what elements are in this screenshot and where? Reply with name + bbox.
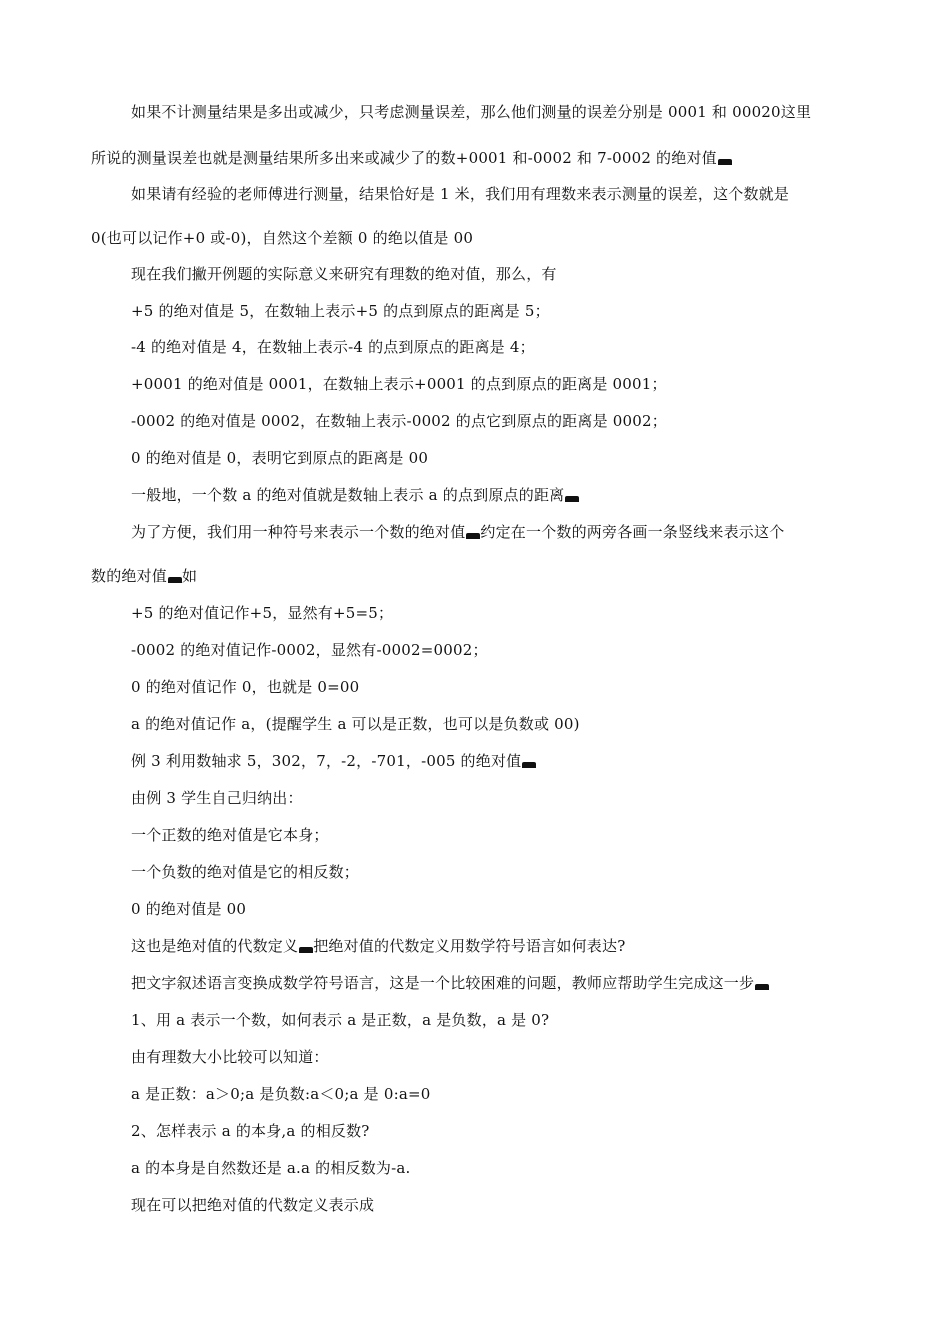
punctuation-mark-icon [565,496,579,502]
paragraph-line [131,825,329,845]
paragraph-line [131,603,393,623]
paragraph-line [91,228,473,248]
line-text: -4 的绝对值是 4，在数轴上表示-4 的点到原点的距离是 4； [131,338,535,356]
punctuation-mark-icon [522,762,536,768]
paragraph-line [131,640,488,660]
paragraph-line [131,677,359,697]
punctuation-mark-icon [755,984,769,990]
line-text: 如 [182,567,198,585]
line-text: 1、用 a 表示一个数，如何表示 a 是正数，a 是负数，a 是 0? [131,1011,550,1029]
paragraph-line [131,1158,410,1178]
paragraph-line [91,566,197,586]
paragraph-line [131,1121,370,1141]
paragraph-line [131,899,246,919]
line-text: 数的绝对值 [91,567,168,585]
line-text: 所说的测量误差也就是测量结果所多出来或减少了的数+0001 和-0002 和 7-0002 的绝对值 [91,149,717,167]
paragraph-line [131,374,667,394]
line-text: a 的本身是自然数还是 a.a 的相反数为-a. [131,1159,411,1177]
paragraph-line [131,1195,374,1215]
line-text: +5 的绝对值是 5，在数轴上表示+5 的点到原点的距离是 5； [131,302,550,320]
line-text: 由有理数大小比较可以知道： [131,1048,329,1066]
line-text: 0(也可以记作+0 或-0)，自然这个差额 0 的绝以值是 00 [91,229,474,247]
line-text: a 是正数：a＞0;a 是负数:a＜0;a 是 0:a=0 [131,1085,431,1103]
line-text: 把文字叙述语言变换成数学符号语言，这是一个比较困难的问题，教师应帮助学生完成这一步 [131,974,755,992]
paragraph-line [131,102,811,122]
paragraph-line [131,522,784,542]
line-text: -0002 的绝对值是 0002，在数轴上表示-0002 的点它到原点的距离是 0002； [131,412,667,430]
line-text: 一个负数的绝对值是它的相反数； [131,863,360,881]
line-text: +0001 的绝对值是 0001，在数轴上表示+0001 的点到原点的距离是 0001； [131,375,667,393]
line-text: 现在我们撇开例题的实际意义来研究有理数的绝对值，那么，有 [131,265,557,283]
punctuation-mark-icon [299,947,313,953]
line-text: 如果不计测量结果是多出或减少，只考虑测量误差，那么他们测量的误差分别是 0001 和 00020这里 [131,103,812,121]
line-text: -0002 的绝对值记作-0002，显然有-0002=0002； [131,641,488,659]
paragraph-line [131,448,428,468]
punctuation-mark-icon [466,533,480,539]
line-text: +5 的绝对值记作+5，显然有+5=5； [131,604,394,622]
line-text: 0 的绝对值记作 0，也就是 0=00 [131,678,360,696]
line-text: 2、怎样表示 a 的本身,a 的相反数? [131,1122,370,1140]
line-text: 例 3 利用数轴求 5，302，7，-2，-701，-005 的绝对值 [131,752,522,770]
line-text: a 的绝对值记作 a，(提醒学生 a 可以是正数，也可以是负数或 00) [131,715,580,733]
paragraph-line [131,788,303,808]
paragraph-line [91,148,732,168]
line-text: 0 的绝对值是 00 [131,900,247,918]
line-text: 为了方便，我们用一种符号来表示一个数的绝对值 [131,523,466,541]
paragraph-line [131,714,580,734]
line-text: 由例 3 学生自己归纳出： [131,789,303,807]
line-text: 把绝对值的代数定义用数学符号语言如何表达? [313,937,626,955]
paragraph-line [131,411,667,431]
paragraph-line [131,184,789,204]
paragraph-line [131,301,550,321]
line-text: 约定在一个数的两旁各画一条竖线来表示这个 [480,523,785,541]
paragraph-line [131,936,625,956]
paragraph-line [131,973,769,993]
paragraph-line [131,485,579,505]
paragraph-line [131,1010,549,1030]
line-text: 如果请有经验的老师傅进行测量，结果恰好是 1 米，我们用有理数来表示测量的误差，这个数就是 [131,185,790,203]
line-text: 一般地，一个数 a 的绝对值就是数轴上表示 a 的点到原点的距离 [131,486,565,504]
punctuation-mark-icon [718,159,732,165]
paragraph-line [131,337,535,357]
paragraph-line [131,862,359,882]
paragraph-line [131,751,536,771]
punctuation-mark-icon [168,577,182,583]
line-text: 0 的绝对值是 0，表明它到原点的距离是 00 [131,449,429,467]
line-text: 一个正数的绝对值是它本身； [131,826,329,844]
paragraph-line [131,1084,431,1104]
paragraph-line [131,1047,329,1067]
line-text: 这也是绝对值的代数定义 [131,937,299,955]
paragraph-line [131,264,557,284]
line-text: 现在可以把绝对值的代数定义表示成 [131,1196,375,1214]
